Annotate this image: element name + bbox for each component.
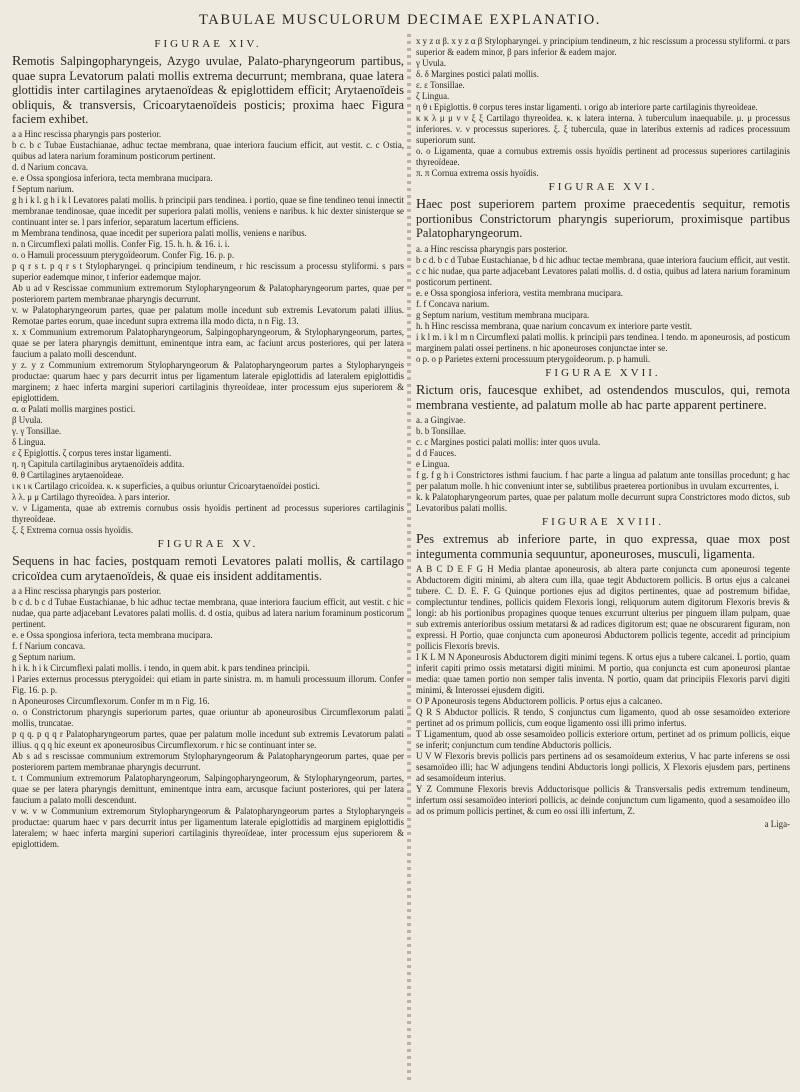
legend-entry: a a Hinc rescissa pharyngis pars posterior. xyxy=(12,586,162,597)
legend-entry: a. a Hinc rescissa pharyngis pars posterior. xyxy=(416,243,568,254)
legend-entry: a. a Gingivae. xyxy=(416,415,466,426)
legend-entry: x. x Communium extremorum Palatopharyngeorum, Salpingopharyngeorum, & Stylopharyngeorum, partes, quae se per latera pharyngis demittunt, eminentque intra eam, ac faciunt arcus posteriores, qui per latera faucium a palato molli descendunt. xyxy=(12,327,404,360)
legend-entry: ξ. ξ Extrema cornua ossis hyoïdis. xyxy=(12,525,134,536)
legend-entry: κ κ λ μ μ ν ν ξ ξ Cartilago thyreoïdea. κ. κ latera interna. λ tuberculum inaequabile. μ. μ processus inferiores. ν. ν processus superiores. ξ. ξ tubercula, quae in lateribus externis ad radices processuum superiorum sunt. xyxy=(416,113,790,145)
legend-entry: Ab s ad s rescissae communium extremorum Stylopharyngeorum & Palatopharyngeorum partes, quae per posteriorem partem membranae pharyngis decurrunt. xyxy=(12,751,404,773)
legend-entry: β Uvula. xyxy=(12,415,43,426)
legend-entry: v. w Palatopharyngeorum partes, quae per palatum molle incedunt sub extremis Levatorum palati illius. Remotae partes eorum, quae incedunt supra extrema illa modo dicta, n n Fig. 13. xyxy=(12,305,404,327)
figure-heading: FIGURAE XVII. xyxy=(545,366,661,379)
legend-entry: b c d. b c d Tubae Eustachianae, b d hic adhuc tectae membrana, quae interiora faucium efficit, aut vestit. c c hic nudae, qua parte adjacebant Levatores palati mollis. d. d ostia, quibus ad latera narium foraminum posticorum pertinent. xyxy=(416,254,790,287)
legend-entry: o. o Hamuli processuum pterygoïdeorum. Confer Fig. 16. p. p. xyxy=(12,250,235,261)
catchword: a Liga- xyxy=(764,819,790,830)
legend-entry: g Septum narium, vestitum membrana mucipara. xyxy=(416,309,590,320)
legend-entry: Y Z Commune Flexoris brevis Adductorisque pollicis & Transversalis pedis extremum tendineum, infertum ossi sesamoïdeo interiori pollicis, ac deinde conjunctum cum ligamento, quod a sesamoïdeo illo ad os primum pollicis pertinet, & cum eo ossi illi infertum, Z. xyxy=(416,784,790,817)
legend-entry: c. c Margines postici palati mollis: inter quos uvula. xyxy=(416,437,601,448)
figure-intro: Sequens in hac facies, postquam remoti Levatores palati mollis, & cartilago cricoïdea cum arytaenoïdeis, & quae eis insident additamentis. xyxy=(12,554,404,584)
legend-entry: m Membrana tendinosa, quae incedit per superiora palati mollis, veniens e naribus. xyxy=(12,228,307,239)
right-column xyxy=(416,36,790,839)
figure-heading: FIGURAE XV. xyxy=(157,538,259,551)
figure-intro: Rictum oris, faucesque exhibet, ad ostendendos musculos, qui, remota membrana vestiente, ad palatum molle ab hac parte apparent pertinere. xyxy=(416,382,790,412)
legend-entry: T Ligamentum, quod ab osse sesamoïdeo pollicis exteriore ortum, pertinet ad os primum pollicis, eique se inferit; conjunctum cum tendine Abductoris pollicis. xyxy=(416,729,790,751)
legend-entry: o. o Constrictorum pharyngis superiorum partes, quae oriuntur ab aponeurosibus Circumflexorum palati mollis, truncatae. xyxy=(12,707,404,729)
figure-heading: FIGURAE XVIII. xyxy=(541,516,665,529)
figure-intro: Haec post superiorem partem proxime praecedentis sequitur, remotis portionibus Constrictorum pharyngis superiorum, proximisque partibus Palatopharyngeorum. xyxy=(416,197,790,241)
legend-entry: A B C D E F G H Media plantae aponeurosis, ab altera parte conjuncta cum aponeurosi tegente Abductorem digiti minimi, ab altera cum illa, quae tegit Abductorem pollicis. B ortus ejus a calcanei tubere. C. D. E. F. G Quinque portiones ejus ad digitos pertinentes, quae ad postremum bifidae, complectuntur tendines, pollicis quidem Flexoris longi, reliquorum autem digitorum Flexoris brevis & longi: ab his portionibus propagines quoque tenues excurrunt ulterius per pinguem illam pulpam, quae sub extremis anterioribus ossium metatarsi & ad radices digitorum est; quae ne obscurarent figuram, non expressi. H Portio, quae conjuncta cum aponeurosi Abductorem pollicis tegente, accedit ad principium pollicis Flexoris brevis. xyxy=(416,564,790,652)
legend-entry: n Aponeuroses Circumflexorum. Confer m m n Fig. 16. xyxy=(12,696,210,707)
legend-entry: Q R S Abductor pollicis. R tendo, S conjunctus cum ligamento, quod ab osse sesamoïdeo exteriore pertinet ad os primum pollicis, cum eoque ligamento ossi illi primo infertus. xyxy=(416,707,790,729)
left-column xyxy=(12,36,404,850)
legend-entry: b. b Tonsillae. xyxy=(416,426,466,437)
legend-entry: ε. ε Tonsillae. xyxy=(416,80,465,90)
figure-intro: Pes extremus ab inferiore parte, in quo expressa, quae mox post integumenta communia sequuntur, aponeuroses, musculi, ligamenta. xyxy=(416,532,790,562)
legend-entry: e. e Ossa spongiosa inferiora, tecta membrana mucipara. xyxy=(12,173,213,184)
legend-entry: ι κ ι κ Cartilago cricoïdea. κ. κ superficies, a quibus oriuntur Cricoarytaenoïdei postici. xyxy=(12,481,320,492)
legend-entry: d d Fauces. xyxy=(416,448,457,459)
legend-entry: o p. o p Parietes externi processuum pterygoïdeorum. p. p hamuli. xyxy=(416,353,651,364)
legend-entry: ε ζ Epiglottis. ζ corpus teres instar ligamenti. xyxy=(12,448,172,459)
legend-entry: n. n Circumflexi palati mollis. Confer Fig. 15. h. h. & 16. i. i. xyxy=(12,239,230,250)
legend-entry: ζ Lingua. xyxy=(416,91,450,101)
page-header: TABULAE MUSCULORUM DECIMAE EXPLANATIO. xyxy=(199,12,601,28)
legend-entry: α. α Palati mollis margines postici. xyxy=(12,404,136,415)
legend-entry: e Lingua. xyxy=(416,459,450,470)
legend-entry: γ. γ Tonsillae. xyxy=(12,426,62,437)
legend-entry: a a Hinc rescissa pharyngis pars posterior. xyxy=(12,129,162,140)
legend-entry: f. f Concava narium. xyxy=(416,298,490,309)
legend-entry: p q q. p q q r Palatopharyngeorum partes, quae per palatum molle incedunt sub extremis Levatorum palati illius. q q q hic exeunt ex aponeurosibus Circumflexorum. r hic se continuant inter se. xyxy=(12,729,404,751)
legend-entry: i k l m. i k l m n Circumflexi palati mollis. k principii pars tendinea. l tendo. m aponeurosis, ad posticum marginem palati ossei pertinens. n hic aponeuroses conjunctae inter se. xyxy=(416,331,790,353)
legend-entry: v w. v w Communium extremorum Stylopharyngeorum & Palatopharyngeorum partes a Stylopharyngeis productae: quarum haec v pars decurrit intus per ligamentum laterale epiglottidis ad marginem epiglottidis lateralem; w haec inferta margini superiori cartilaginis thyreoïdeae, inter processum ejus superiorem & epiglottidem. xyxy=(12,806,404,850)
legend-entry: o. o Ligamenta, quae a cornubus extremis ossis hyoïdis pertinent ad processus superiores cartilaginis thyreoïdeae. xyxy=(416,146,790,167)
legend-entry: b c d. b c d Tubae Eustachianae, b hic adhuc tectae membrana, quae interiora faucium efficit, aut vestit. c hic nudae, qua parte adjacebant Levatores palati mollis. d. d ostia, quibus ad latera narium foraminum posticorum pertinent. xyxy=(12,597,404,630)
column-divider xyxy=(405,34,413,1080)
legend-entry: δ. δ Margines postici palati mollis. xyxy=(416,69,539,79)
legend-entry: δ Lingua. xyxy=(12,437,46,448)
legend-entry: η. η Capitula cartilaginibus arytaenoïdeis addita. xyxy=(12,459,185,470)
legend-entry: p q r s t. p q r s t Stylopharyngei. q principium tendineum, r hic rescissum a processu styliformi. s pars superior eademque minor, t inferior eademque major. xyxy=(12,261,404,283)
legend-entry: f. f Narium concava. xyxy=(12,641,86,652)
legend-entry: t. t Communium extremorum Palatopharyngeorum, Salpingopharyngeorum, & Stylopharyngeorum, partes, quae se per latera pharyngis demittunt, eminentque intra eam, arcusque faciunt posteriores, qui per latera faucium a palato molli descendunt. xyxy=(12,773,404,806)
legend-entry: η θ ι Epiglottis. θ corpus teres instar ligamenti. ι origo ab interiore parte cartilaginis thyreoïdeae. xyxy=(416,102,758,112)
legend-entry: h. h Hinc rescissa membrana, quae narium concavum ex interiore parte vestit. xyxy=(416,320,693,331)
legend-entry: k. k Palatopharyngeorum partes, quae per palatum molle decurrunt supra Constrictores modo dictos, sub Levatoribus palati mollis. xyxy=(416,492,790,514)
legend-entry: π. π Cornua extrema ossis hyoïdis. xyxy=(416,168,539,178)
legend-entry: ν. ν Ligamenta, quae ab extremis cornubus ossis hyoïdis pertinent ad processus superiores cartilaginis thyreoïdeae. xyxy=(12,503,404,525)
legend-entry: θ. θ Cartilagines arytaenoïdeae. xyxy=(12,470,124,481)
legend-entry: λ λ. μ μ Cartilago thyreoïdea. λ pars interior. xyxy=(12,492,170,503)
legend-entry: d. d Narium concava. xyxy=(12,162,89,173)
figure-intro: Remotis Salpingopharyngeis, Azygo uvulae, Palato-pharyngeorum partibus, quae supra Levatorum palati mollis extrema decurrunt; membrana, quae latera glottidis inter cartilagines arytaenoïdeas & epiglottidem efficit; Arytaenoïdeis obliquis, & transversis, Cricoarytaenoïdeis posticis; proxima haec Figura faciem exhibet. xyxy=(12,54,404,126)
legend-entry: I K L M N Aponeurosis Abductorem digiti minimi tegens. K ortus ejus a tubere calcanei. L portio, quam inferit capiti primo ossis metatarsi digiti minimi. M portio, qua conjuncta est cum aponeurosi plantae media: quae tamen portio non semper talis inventa. N portio, quam dat principiis Flexoris parvi digiti minimi, & Interossei ejusdem digiti. xyxy=(416,652,790,696)
figure-heading: FIGURAE XIV. xyxy=(154,38,262,50)
legend-entry: f Septum narium. xyxy=(12,184,74,195)
legend-entry: e. e Ossa spongiosa inferiora, vestita membrana mucipara. xyxy=(416,287,624,298)
legend-entry: g h i k l. g h i k l Levatores palati mollis. h principii pars tendinea. i portio, quae se fine tendineo tenui innectit membranae tendinosae, quae incedit per superiora palati mollis, veniens e naribus. k hic dexter sinisterque se continuant inter se. l pars inferior, separatum lacertum efficiens. xyxy=(12,195,404,228)
legend-entry: γ Uvula. xyxy=(416,58,447,68)
legend-entry: x y z α β. x y z α β Stylopharyngei. y principium tendineum, z hic rescissum a processu styliformi. α pars superior & eadem minor, β pars inferior & eadem major. xyxy=(416,36,790,57)
legend-entry: h i k. h i k Circumflexi palati mollis. i tendo, in quem abit. k pars tendinea principii. xyxy=(12,663,310,674)
legend-entry: Ab u ad v Rescissae communium extremorum Stylopharyngeorum & Palatopharyngeorum partes, quae per posteriorem partem membranae pharyngis decurrunt. xyxy=(12,283,404,305)
legend-entry: l Paries externus processus pterygoïdei: qui etiam in parte sinistra. m. m hamuli processuum illorum. Confer Fig. 16. p. p. xyxy=(12,674,404,696)
legend-entry: O P Aponeurosis tegens Abductorem pollicis. P ortus ejus a calcaneo. xyxy=(416,696,663,707)
legend-entry: g Septum narium. xyxy=(12,652,76,663)
legend-entry: f g. f g h i Constrictores isthmi faucium. f hac parte a lingua ad palatum ante tonsillas procedunt; g hac per palatum molle. h hic conveniunt inter se, subtilibus praeterea portionibus in uvulam excurrentes, i. xyxy=(416,470,790,492)
legend-entry: y z. y z Communium extremorum Stylopharyngeorum & Palatopharyngeorum partes a Stylopharyngeis productae: quarum haec y pars decurrit intus per ligamentum laterale epiglottidis ad lateralem epiglottidis marginem; z haec inferta margini superiori cartilaginis thyreoïdeae, inter processum ejus superiorem & epiglottidem. xyxy=(12,360,404,404)
legend-entry: b c. b c Tubae Eustachianae, adhuc tectae membrana, quae interiora faucium efficit, aut vestit. c. c Ostia, quibus ad latera narium foraminum posticorum pertinent. xyxy=(12,140,404,162)
legend-entry: e. e Ossa spongiosa inferiora, tecta membrana mucipara. xyxy=(12,630,213,641)
legend-entry: U V W Flexoris brevis pollicis pars pertinens ad os sesamoïdeum exterius, V hac parte inferens se ossi sesamoïdeo illi; hac W adjungens tendini Abductoris longi pollicis, X Flexoris ejusdem pars, pertinens ad sesamoïdeum interius. xyxy=(416,751,790,784)
figure-heading: FIGURAE XVI. xyxy=(548,181,658,193)
